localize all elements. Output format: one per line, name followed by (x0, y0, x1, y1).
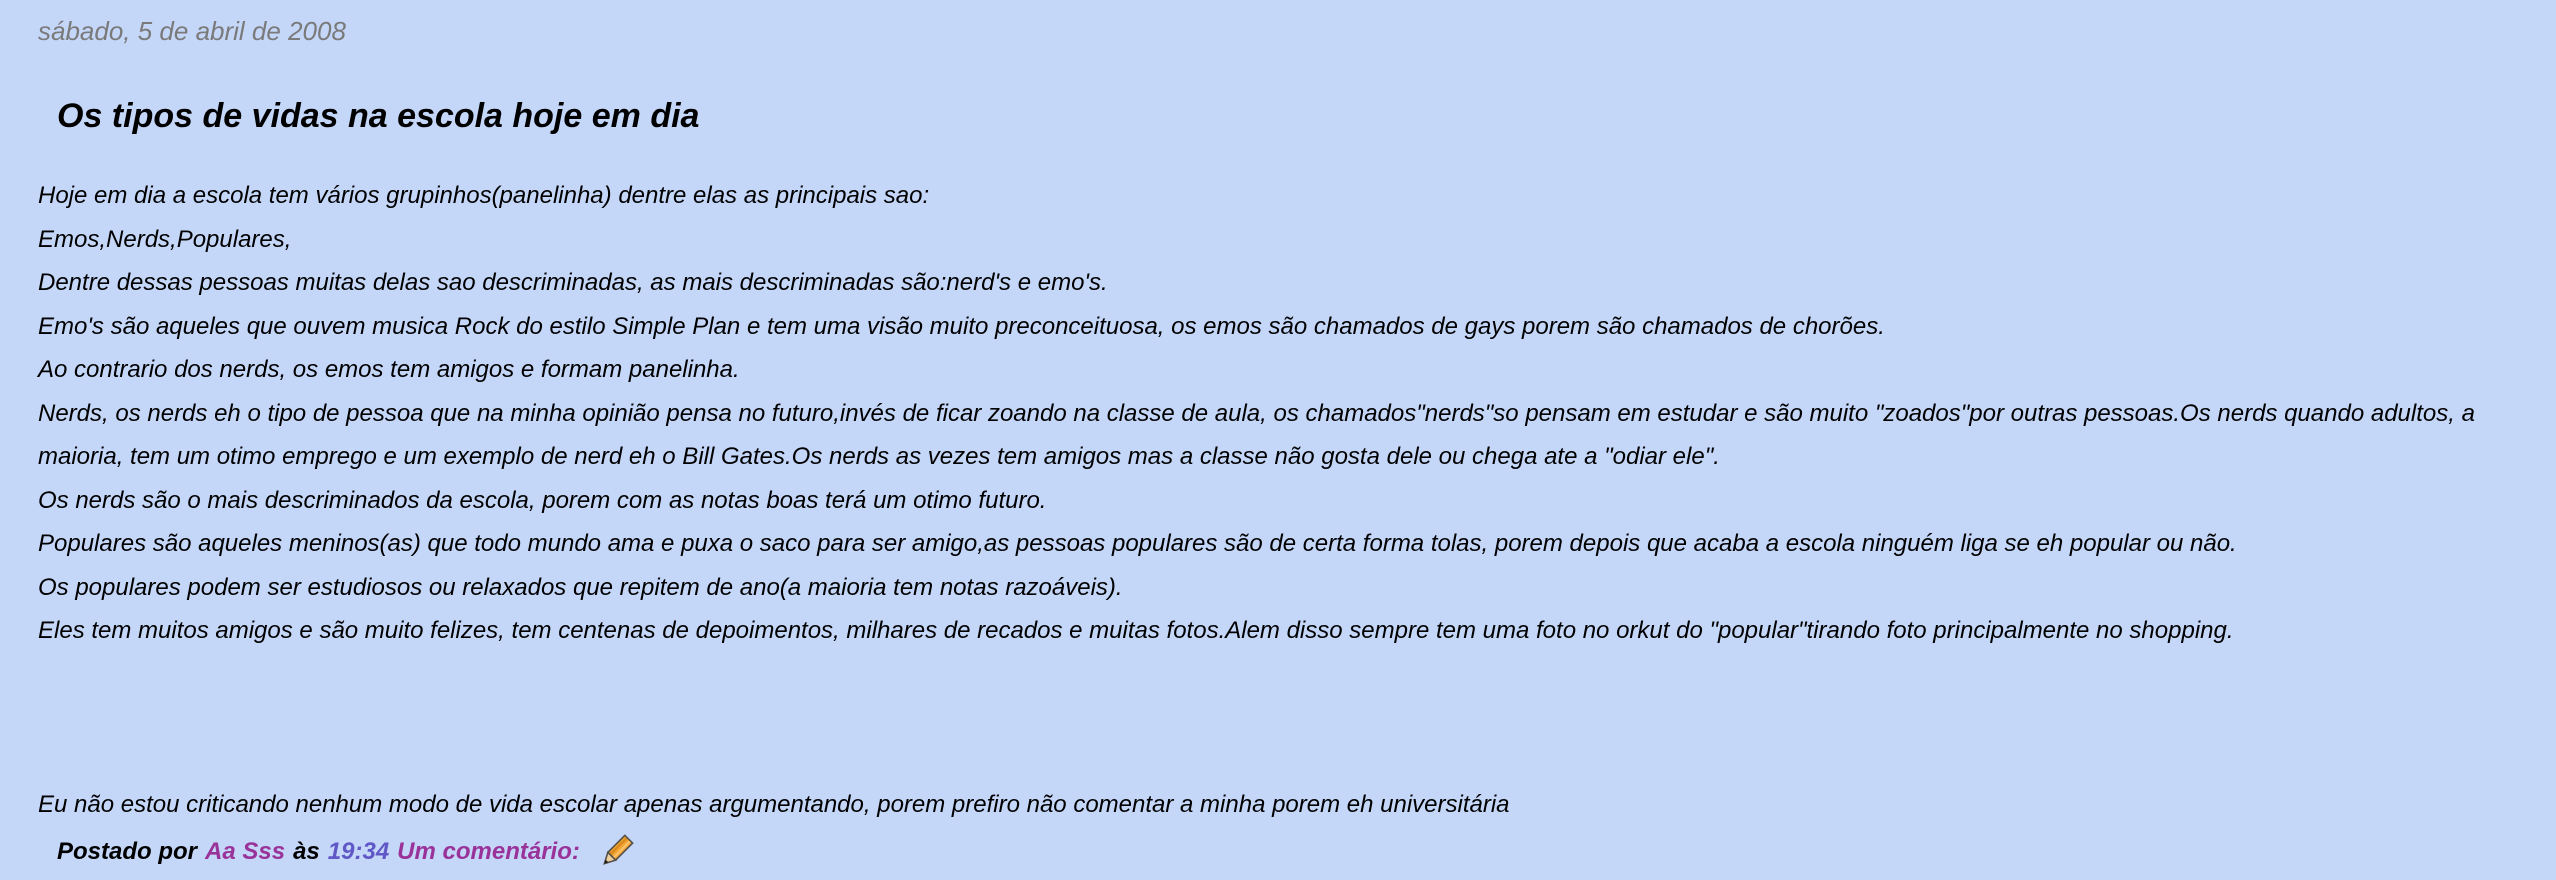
edit-post-pencil-icon[interactable] (598, 833, 634, 871)
blank-space (38, 653, 2532, 783)
post-paragraph: Os nerds são o mais descriminados da escola, porem com as notas boas terá um otimo futuro. (38, 486, 1047, 514)
post-closing-paragraph: Eu não estou criticando nenhum modo de vida escolar apenas argumentando, porem prefiro não comentar a minha porem eh universitária (38, 790, 1510, 818)
comments-count-link[interactable]: Um comentário: (397, 838, 580, 865)
post-paragraph: Dentre dessas pessoas muitas delas sao descriminadas, as mais descriminadas são:nerd's e emo's. (38, 269, 1108, 296)
post-footer (57, 830, 2532, 874)
author-profile-link[interactable]: Aa Sss (205, 838, 286, 865)
post-paragraph: Hoje em dia a escola tem vários grupinhos(panelinha) dentre elas as principais sao: (38, 182, 930, 209)
permalink-time-link[interactable]: 19:34 (327, 838, 390, 865)
post-date-header: sábado, 5 de abril de 2008 (38, 16, 346, 46)
posted-by-label: Postado por (57, 838, 198, 865)
post-paragraph: Eles tem muitos amigos e são muito felizes, tem centenas de depoimentos, milhares de recados e muitas fotos.Alem disso sempre tem uma foto no orkut do "popular"tirando foto principalmente no shopping. (38, 617, 2234, 644)
post-paragraph: Populares são aqueles meninos(as) que todo mundo ama e puxa o saco para ser amigo,as pessoas populares são de certa forma tolas, porem depois que acaba a escola ninguém liga se eh popular ou não. (38, 530, 2237, 557)
post-body (38, 174, 2532, 653)
post-paragraph: Emo's são aqueles que ouvem musica Rock do estilo Simple Plan e tem uma visão muito preconceituosa, os emos são chamados de gays porem são chamados de chorões. (38, 312, 1885, 340)
post-paragraph: Emos,Nerds,Populares, (38, 225, 292, 253)
time-preposition-label: às (293, 838, 320, 865)
post-paragraph: Ao contrario dos nerds, os emos tem amigos e formam panelinha. (38, 356, 740, 383)
post-title: Os tipos de vidas na escola hoje em dia (57, 97, 700, 135)
post-paragraph: Nerds, os nerds eh o tipo de pessoa que na minha opinião pensa no futuro,invés de ficar zoando na classe de aula, os chamados"nerds"so pensam em estudar e são muito "zoados"por outras pessoas.Os nerds quando adultos, a maioria, tem um otimo emprego e um exemplo de nerd eh o Bill Gates.Os nerds as vezes tem amigos mas a classe não gosta dele ou chega ate a "odiar ele". (38, 399, 2475, 470)
post-paragraph: Os populares podem ser estudiosos ou relaxados que repitem de ano(a maioria tem notas razoáveis). (38, 573, 1123, 601)
